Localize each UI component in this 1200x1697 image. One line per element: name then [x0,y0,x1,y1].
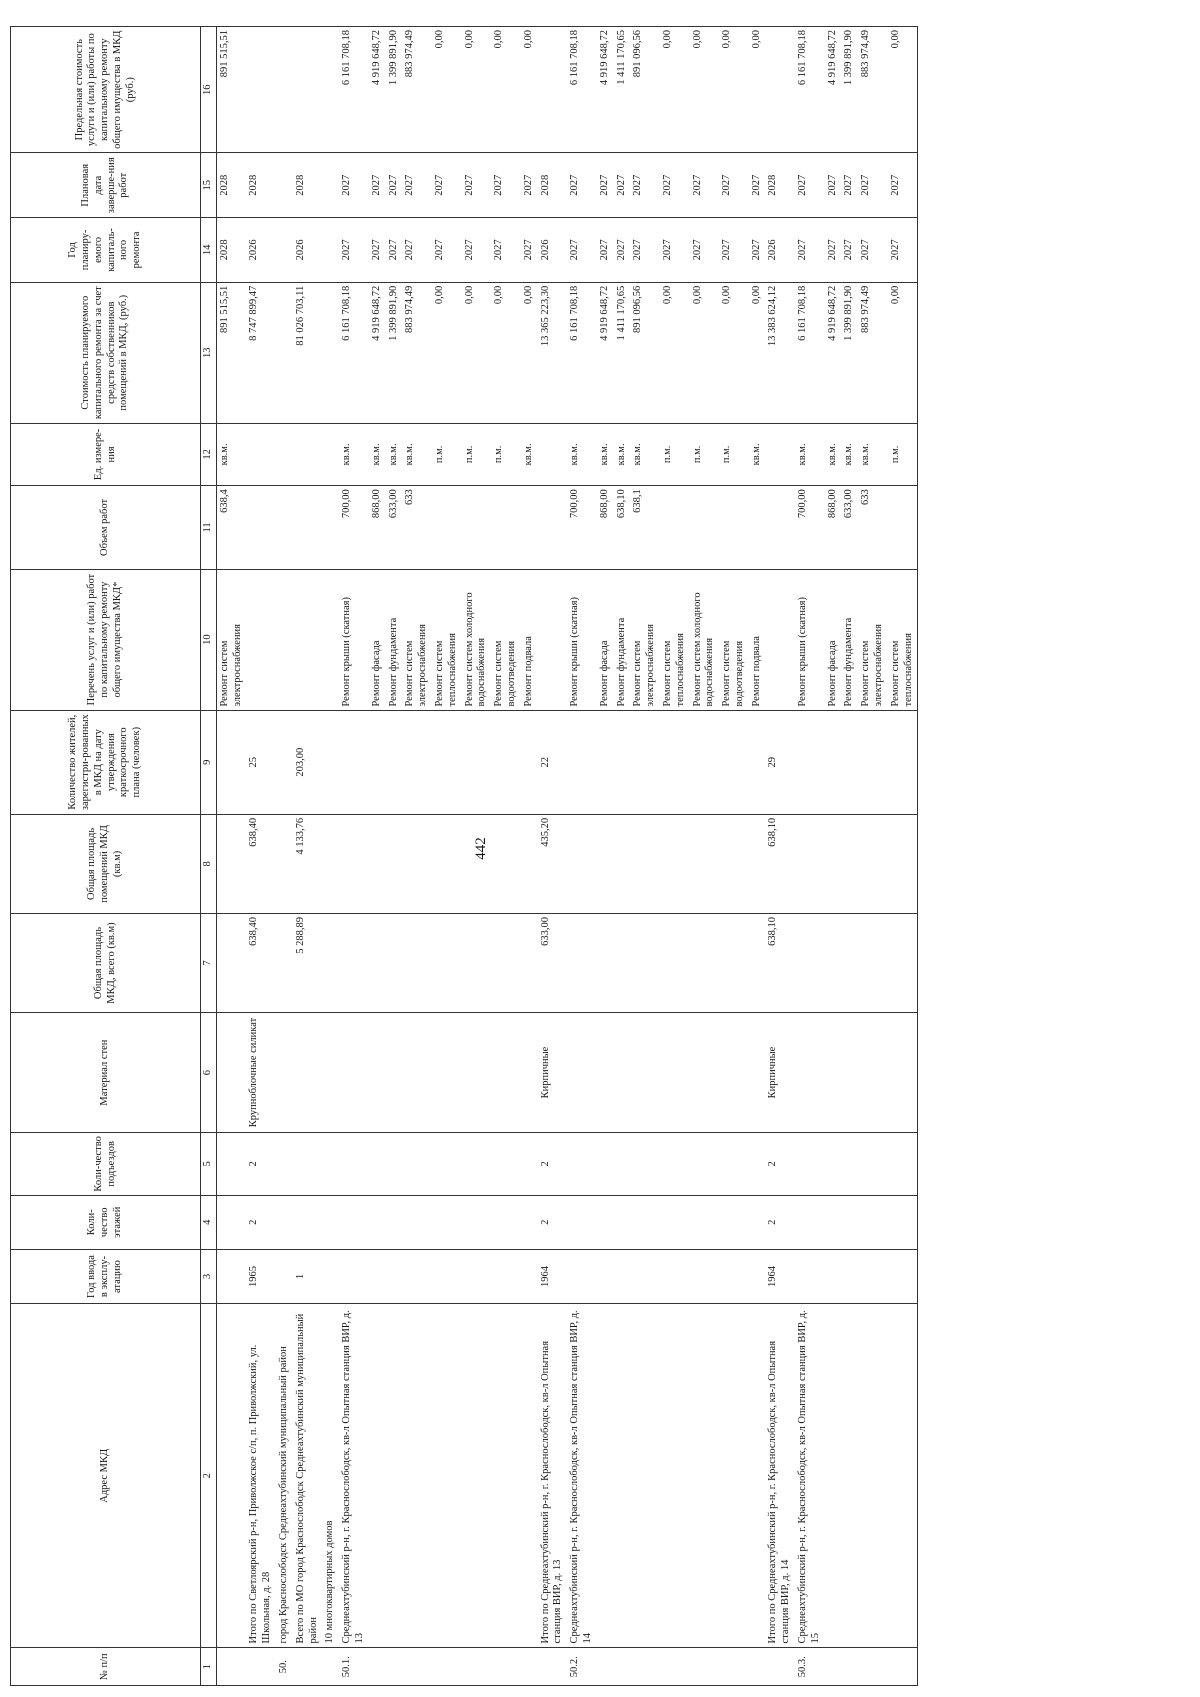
column-number: 6 [201,1013,217,1133]
work-item: Ремонт крыши (скатная) [795,569,825,710]
cost: 4 919 648,72 [825,282,842,423]
table-row [719,27,749,1686]
residents: 25 [246,710,276,814]
work-volume: 700,00 [567,486,597,569]
column-number: 2 [201,1304,217,1648]
cost: 6 161 708,18 [567,282,597,423]
header-cell: Год планиру-емого капиталь-ного ремонта [11,218,201,283]
max-cost: 0,00 [888,27,918,153]
plan-date: 2027 [719,153,749,218]
page-number: 442 [472,837,489,860]
wall-material: Кирпичные [538,1013,568,1133]
table-row [825,27,842,1686]
header-cell: Год ввода в эксплу-атацию [11,1249,201,1303]
repair-year: 2027 [858,218,888,283]
plan-date: 2028 [765,153,795,218]
repair-year: 2027 [719,218,749,283]
work-item: Ремонт систем водоотведения [491,569,521,710]
premises-area: 4 133,76 [293,814,323,913]
work-volume: 868,00 [369,486,386,569]
cost: 6 161 708,18 [795,282,825,423]
unit: п.м. [432,423,462,486]
repair-year: 2027 [597,218,614,283]
max-cost: 883 974,49 [402,27,432,153]
repair-year: 2027 [402,218,432,283]
cost: 0,00 [888,282,918,423]
max-cost: 0,00 [690,27,720,153]
total-area: 638,40 [246,913,276,1012]
repair-year: 2027 [432,218,462,283]
work-volume: 633 [858,486,888,569]
header-cell: Стоимость планируемого капитального ремонта за счет средств собственников помещений в МКД, (руб.) [11,282,201,423]
total-area: 633,00 [538,913,568,1012]
column-number: 16 [201,27,217,153]
repair-year: 2027 [462,218,492,283]
rotated-page [10,26,1180,1686]
repair-year: 2027 [521,218,538,283]
work-item: Ремонт крыши (скатная) [567,569,597,710]
work-item: Ремонт фасада [597,569,614,710]
cost: 891 096,56 [630,282,660,423]
floors: 2 [246,1195,276,1249]
total-area: 638,10 [765,913,795,1012]
plan-date: 2027 [402,153,432,218]
unit: кв.м. [614,423,631,486]
header-cell: Предельная стоимость услуги и (или) работы по капитальному ремонту общего имущества в МКД (руб.) [11,27,201,153]
work-volume: 700,00 [795,486,825,569]
repair-year: 2027 [567,218,597,283]
repair-year: 2028 [216,218,246,283]
repair-year: 2027 [630,218,660,283]
cost: 8 747 899,47 [246,282,276,423]
header-cell: Общая площадь МКД, всего (кв.м) [11,913,201,1012]
plan-date: 2027 [690,153,720,218]
unit: п.м. [888,423,918,486]
column-number: 4 [201,1195,217,1249]
premises-area: 638,40 [246,814,276,913]
capital-repair-table [10,26,918,1686]
cost: 0,00 [462,282,492,423]
table-row [386,27,403,1686]
year-built: 1965 [246,1249,276,1303]
work-item: Ремонт систем электроснабжения [858,569,888,710]
plan-date: 2028 [216,153,246,218]
work-item: Ремонт фундамента [614,569,631,710]
unit: п.м. [660,423,690,486]
repair-year: 2027 [339,218,369,283]
table-header [11,27,217,1686]
max-cost: 0,00 [660,27,690,153]
header-cell: Объем работ [11,486,201,569]
plan-date: 2027 [339,153,369,218]
column-number: 8 [201,814,217,913]
cost: 6 161 708,18 [339,282,369,423]
work-item: Ремонт крыши (скатная) [339,569,369,710]
entrances: 2 [538,1133,568,1196]
work-item: Ремонт фасада [369,569,386,710]
work-item: Ремонт фундамента [386,569,403,710]
floors: 2 [538,1195,568,1249]
cost: 1 399 891,90 [386,282,403,423]
max-cost: 6 161 708,18 [567,27,597,153]
unit: кв.м. [858,423,888,486]
max-cost: 0,00 [491,27,521,153]
column-number: 1 [201,1648,217,1686]
plan-date: 2027 [630,153,660,218]
table-row [432,27,462,1686]
table-row [216,27,246,1686]
unit: кв.м. [749,423,766,486]
work-item: Ремонт подвала [749,569,766,710]
cost: 13 365 223,30 [538,282,568,423]
cost: 891 515,51 [216,282,246,423]
unit: кв.м. [597,423,614,486]
repair-year: 2027 [690,218,720,283]
repair-year: 2026 [538,218,568,283]
table-row [276,27,293,1686]
header-cell: Общая площадь помещений МКД (кв.м) [11,814,201,913]
row-number: 50. [276,1648,293,1686]
work-item: Ремонт систем электроснабжения [216,569,246,710]
row-number: 50.2. [567,1648,597,1686]
cost: 13 383 624,12 [765,282,795,423]
unit: кв.м. [386,423,403,486]
cost: 4 919 648,72 [369,282,386,423]
column-number: 10 [201,569,217,710]
wall-material: Кирпичные [765,1013,795,1133]
work-volume: 638,1 [630,486,660,569]
work-item: Ремонт систем электроснабжения [402,569,432,710]
address: Итого по Среднеахтубинский р-н, г. Краснослободск, кв-л Опытная станция ВИР, д. 13 [538,1304,568,1648]
table-row [795,27,825,1686]
work-item: Ремонт подвала [521,569,538,710]
unit: кв.м. [369,423,386,486]
table-row [888,27,918,1686]
work-volume: 638,10 [614,486,631,569]
unit: п.м. [690,423,720,486]
cost: 4 919 648,72 [597,282,614,423]
unit: кв.м. [630,423,660,486]
cost: 0,00 [719,282,749,423]
cost: 0,00 [491,282,521,423]
entrances: 2 [765,1133,795,1196]
plan-date: 2027 [432,153,462,218]
plan-date: 2028 [538,153,568,218]
column-number: 5 [201,1133,217,1196]
work-volume: 868,00 [597,486,614,569]
column-number: 11 [201,486,217,569]
unit: кв.м. [521,423,538,486]
year-built: 1964 [538,1249,568,1303]
premises-area: 435,20 [538,814,568,913]
column-number: 14 [201,218,217,283]
table-row [293,27,323,1686]
table-row [538,27,568,1686]
total-area: 5 288,89 [293,913,323,1012]
unit: кв.м. [567,423,597,486]
plan-date: 2027 [491,153,521,218]
header-cell: Адрес МКД [11,1304,201,1648]
work-item: Ремонт систем теплоснабжения [660,569,690,710]
cost: 0,00 [690,282,720,423]
plan-date: 2027 [462,153,492,218]
address: Итого по Среднеахтубинский р-н, г. Краснослободск, кв-л Опытная станция ВИР, д. 14 [765,1304,795,1648]
work-item: Ремонт фасада [825,569,842,710]
work-item: Ремонт систем теплоснабжения [432,569,462,710]
max-cost: 0,00 [521,27,538,153]
table-row [660,27,690,1686]
repair-year: 2027 [491,218,521,283]
plan-date: 2028 [246,153,276,218]
table-row [462,27,492,1686]
max-cost: 4 919 648,72 [597,27,614,153]
plan-date: 2028 [293,153,323,218]
plan-date: 2027 [597,153,614,218]
header-cell: Материал стен [11,1013,201,1133]
work-item: Ремонт систем электроснабжения [630,569,660,710]
municipality: город Краснослободск Среднеахтубинский муниципальный район [276,1304,293,1648]
table-row [246,27,276,1686]
plan-date: 2027 [567,153,597,218]
unit: п.м. [719,423,749,486]
year-built: 1 [293,1249,323,1303]
work-volume: 633,00 [841,486,858,569]
repair-year: 2027 [660,218,690,283]
repair-year: 2027 [841,218,858,283]
unit: п.м. [462,423,492,486]
column-number-row [201,27,217,1686]
work-item: Ремонт систем теплоснабжения [888,569,918,710]
repair-year: 2027 [369,218,386,283]
table-row [841,27,858,1686]
table-row [322,27,339,1686]
header-cell: Плановая дата заверше-ния работ [11,153,201,218]
wall-material: Крупноблочные силикат [246,1013,276,1133]
column-number: 12 [201,423,217,486]
max-cost: 1 399 891,90 [386,27,403,153]
unit: кв.м. [402,423,432,486]
work-volume: 700,00 [339,486,369,569]
residents: 29 [765,710,795,814]
cost: 0,00 [432,282,462,423]
table-row [690,27,720,1686]
work-item: Ремонт систем холодного водоснабжения [690,569,720,710]
repair-year: 2027 [614,218,631,283]
repair-year: 2026 [765,218,795,283]
column-number: 13 [201,282,217,423]
header-cell: Ед. измере-ния [11,423,201,486]
row-number: 50.3. [795,1648,825,1686]
table-row [369,27,386,1686]
cost: 0,00 [521,282,538,423]
unit: кв.м. [825,423,842,486]
header-cell: № п/п [11,1648,201,1686]
cost: 883 974,49 [858,282,888,423]
cost: 81 026 703,11 [293,282,323,423]
max-cost: 6 161 708,18 [795,27,825,153]
table-row [491,27,521,1686]
table-row [339,27,369,1686]
table-row [749,27,766,1686]
max-cost: 6 161 708,18 [339,27,369,153]
unit: кв.м. [339,423,369,486]
max-cost: 891 515,51 [216,27,246,153]
repair-year: 2026 [246,218,276,283]
unit: кв.м. [216,423,246,486]
year-built: 1964 [765,1249,795,1303]
plan-date: 2027 [858,153,888,218]
plan-date: 2027 [614,153,631,218]
cost: 883 974,49 [402,282,432,423]
residents: 22 [538,710,568,814]
row-number: 50.1. [339,1648,369,1686]
address: 10 многоквартирных домов [322,1304,339,1648]
repair-year: 2027 [825,218,842,283]
table-row [614,27,631,1686]
table-row [567,27,597,1686]
cost: 1 411 170,65 [614,282,631,423]
table-row [765,27,795,1686]
table-row [597,27,614,1686]
column-number: 15 [201,153,217,218]
work-item: Ремонт систем водоотведения [719,569,749,710]
table-row [521,27,538,1686]
max-cost: 0,00 [462,27,492,153]
repair-year: 2027 [749,218,766,283]
entrances: 2 [246,1133,276,1196]
max-cost: 4 919 648,72 [825,27,842,153]
header-cell: Коли-чество этажей [11,1195,201,1249]
address: Итого по Светлоярский р-н, Приволжское с/п, п. Приволжский, ул. Школьная, д. 28 [246,1304,276,1648]
work-volume: 633 [402,486,432,569]
repair-year: 2026 [293,218,323,283]
max-cost: 0,00 [432,27,462,153]
cost: 1 399 891,90 [841,282,858,423]
plan-date: 2027 [888,153,918,218]
max-cost: 0,00 [749,27,766,153]
plan-date: 2027 [825,153,842,218]
work-item: Ремонт систем холодного водоснабжения [462,569,492,710]
repair-year: 2027 [386,218,403,283]
repair-year: 2027 [888,218,918,283]
unit: п.м. [491,423,521,486]
table-row [858,27,888,1686]
max-cost: 1 399 891,90 [841,27,858,153]
table-body [216,27,918,1686]
header-cell: Коли-чество подъездов [11,1133,201,1196]
cost: 0,00 [749,282,766,423]
header-cell: Перечень услуг и (или) работ по капитальному ремонту общего имущества МКД* [11,569,201,710]
table-row [630,27,660,1686]
plan-date: 2027 [386,153,403,218]
address: Среднеахтубинский р-н, г. Краснослободск, кв-л Опытная станция ВИР, д. 14 [567,1304,597,1648]
plan-date: 2027 [660,153,690,218]
repair-year: 2027 [795,218,825,283]
plan-date: 2027 [369,153,386,218]
max-cost: 0,00 [719,27,749,153]
max-cost: 883 974,49 [858,27,888,153]
table-row [402,27,432,1686]
header-cell: Количество жителей, зарегистри-рованных в МКД на дату утверждения краткосрочного плана (человек) [11,710,201,814]
unit: кв.м. [795,423,825,486]
address: Всего по МО город Краснослободск Среднеахтубинский муниципальный район [293,1304,323,1648]
column-number: 3 [201,1249,217,1303]
premises-area: 638,10 [765,814,795,913]
plan-date: 2027 [521,153,538,218]
floors: 2 [765,1195,795,1249]
work-item: Ремонт фундамента [841,569,858,710]
column-number: 9 [201,710,217,814]
residents: 203,00 [293,710,323,814]
plan-date: 2027 [749,153,766,218]
max-cost: 891 096,56 [630,27,660,153]
max-cost: 4 919 648,72 [369,27,386,153]
max-cost: 1 411 170,65 [614,27,631,153]
unit: кв.м. [841,423,858,486]
work-volume: 633,00 [386,486,403,569]
plan-date: 2027 [841,153,858,218]
cost: 0,00 [660,282,690,423]
plan-date: 2027 [795,153,825,218]
work-volume: 638,4 [216,486,246,569]
address: Среднеахтубинский р-н, г. Краснослободск, кв-л Опытная станция ВИР, д. 13 [339,1304,369,1648]
column-number: 7 [201,913,217,1012]
work-volume: 868,00 [825,486,842,569]
address: Среднеахтубинский р-н, г. Краснослободск, кв-л Опытная станция ВИР, д. 15 [795,1304,825,1648]
